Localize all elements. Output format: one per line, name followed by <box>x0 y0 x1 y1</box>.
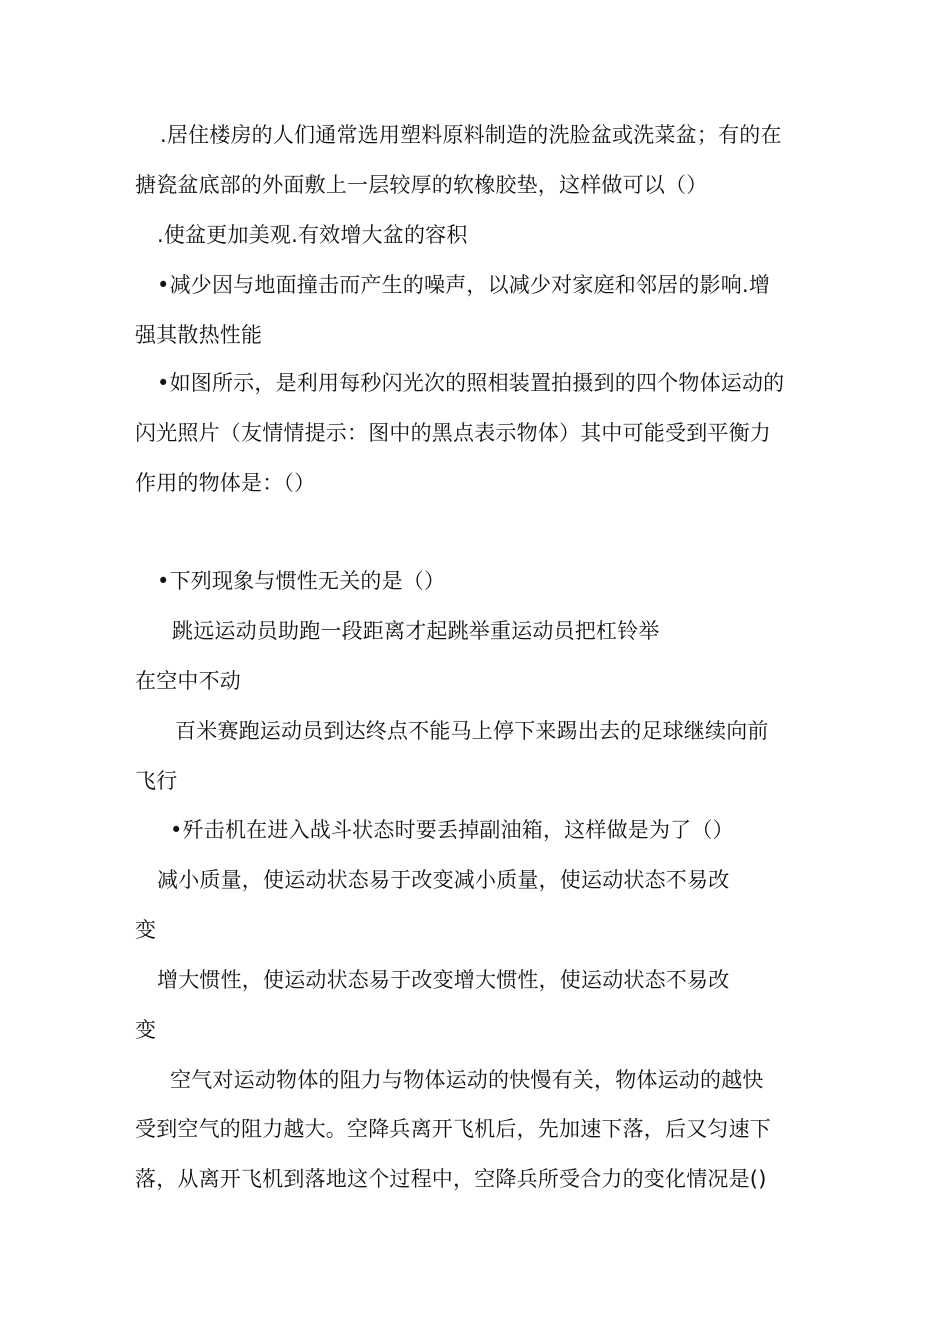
question-3-options-ab: 跳远运动员助跑一段距离才起跳举重运动员把杠铃举 <box>172 619 660 643</box>
question-3-options-ab-cont: 在空中不动 <box>135 669 241 693</box>
question-4-options-cd: 增大惯性，使运动状态易于改变增大惯性，使运动状态不易改 <box>157 968 730 992</box>
question-4-options-ab: 减小质量，使运动状态易于改变减小质量，使运动状态不易改 <box>157 868 730 892</box>
question-5-line-3: 落，从离开飞机到落地这个过程中，空降兵所受合力的变化情况是() <box>135 1167 767 1191</box>
question-1-options-cd-cont: 强其散热性能 <box>135 323 263 347</box>
question-2-line-2: 闪光照片（友情情提示：图中的黑点表示物体）其中可能受到平衡力 <box>135 421 771 445</box>
question-4-stem: •歼击机在进入战斗状态时要丢掉副油箱，这样做是为了（） <box>170 818 734 842</box>
question-3-stem: •下列现象与惯性无关的是（） <box>157 569 446 593</box>
question-3-options-cd: 百米赛跑运动员到达终点不能马上停下来踢出去的足球继续向前 <box>175 719 769 743</box>
question-4-options-cd-cont: 变 <box>135 1018 157 1042</box>
question-4-options-ab-cont: 变 <box>135 918 157 942</box>
question-5-line-2: 受到空气的阻力越大。空降兵离开飞机后，先加速下落，后又匀速下 <box>135 1117 771 1141</box>
question-5-line-1: 空气对运动物体的阻力与物体运动的快慢有关，物体运动的越快 <box>170 1068 764 1092</box>
question-2-line-3: 作用的物体是：（） <box>135 471 316 495</box>
question-1-options-cd: •减少因与地面撞击而产生的噪声，以减少对家庭和邻居的影响.增 <box>157 273 771 297</box>
question-1-options-ab: .使盆更加美观.有效增大盆的容积 <box>157 223 468 247</box>
question-1-line-1: .居住楼房的人们通常选用塑料原料制造的洗脸盆或洗菜盆；有的在 <box>160 123 782 147</box>
question-1-line-2: 搪瓷盆底部的外面敷上一层较厚的软橡胶垫，这样做可以（） <box>135 173 708 197</box>
question-2-line-1: •如图所示，是利用每秒闪光次的照相装置拍摄到的四个物体运动的 <box>157 371 785 395</box>
question-3-options-cd-cont: 飞行 <box>135 769 178 793</box>
